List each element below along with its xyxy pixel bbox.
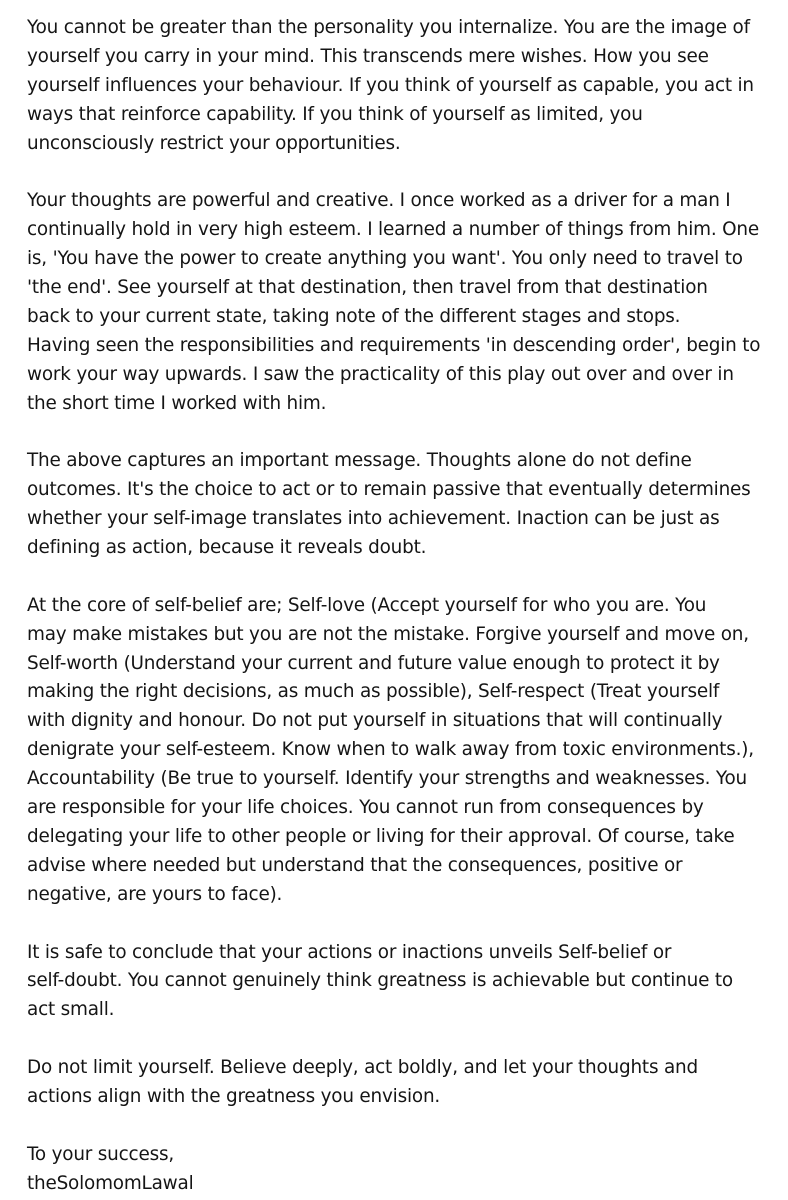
text-line: the short time I worked with him.: [27, 392, 327, 414]
text-line: is, 'You have the power to create anything you want'. You only need to travel to: [27, 248, 743, 270]
document-body: [27, 14, 775, 1199]
paragraph-5: [27, 939, 775, 1026]
text-line: self-doubt. You cannot genuinely think greatness is achievable but continue to: [27, 970, 733, 992]
text-line: making the right decisions, as much as possible), Self-respect (Treat yourself: [27, 681, 720, 703]
text-line: yourself you carry in your mind. This transcends mere wishes. How you see: [27, 45, 709, 67]
text-line: actions align with the greatness you envision.: [27, 1085, 441, 1107]
text-line: The above captures an important message. Thoughts alone do not define: [27, 450, 692, 472]
text-line: work your way upwards. I saw the practicality of this play out over and over in: [27, 363, 734, 385]
text-line: with dignity and honour. Do not put yourself in situations that will continually: [27, 710, 723, 732]
text-line: negative, are yours to face).: [27, 883, 283, 905]
text-line: Accountability (Be true to yourself. Identify your strengths and weaknesses. You: [27, 768, 747, 790]
text-line: are responsible for your life choices. You cannot run from consequences by: [27, 797, 704, 819]
text-line: Do not limit yourself. Believe deeply, act boldly, and let your thoughts and: [27, 1057, 698, 1079]
text-line: Self-worth (Understand your current and future value enough to protect it by: [27, 652, 720, 674]
text-line: delegating your life to other people or living for their approval. Of course, take: [27, 825, 735, 847]
text-line: may make mistakes but you are not the mistake. Forgive yourself and move on,: [27, 623, 749, 645]
text-line: ways that reinforce capability. If you think of yourself as limited, you: [27, 103, 643, 125]
text-line: At the core of self-belief are; Self-love (Accept yourself for who you are. You: [27, 594, 707, 616]
text-line: Having seen the responsibilities and requirements 'in descending order', begin to: [27, 334, 761, 356]
text-line: Your thoughts are powerful and creative. I once worked as a driver for a man I: [27, 190, 731, 212]
author-name: theSolomomLawal: [27, 1172, 194, 1194]
text-line: yourself influences your behaviour. If you think of yourself as capable, you act in: [27, 74, 754, 96]
paragraph-4: [27, 592, 775, 910]
text-line: continually hold in very high esteem. I learned a number of things from him. One: [27, 219, 759, 241]
text-line: outcomes. It's the choice to act or to remain passive that eventually determines: [27, 479, 751, 501]
text-line: advise where needed but understand that the consequences, positive or: [27, 854, 683, 876]
text-line: It is safe to conclude that your actions or inactions unveils Self-belief or: [27, 941, 672, 963]
text-line: back to your current state, taking note of the different stages and stops.: [27, 305, 681, 327]
text-line: You cannot be greater than the personality you internalize. You are the image of: [27, 17, 750, 38]
signoff: [27, 1141, 775, 1199]
paragraph-2: [27, 187, 775, 418]
text-line: whether your self-image translates into achievement. Inaction can be just as: [27, 508, 720, 530]
paragraph-1: [27, 14, 775, 158]
text-line: defining as action, because it reveals doubt.: [27, 537, 427, 559]
paragraph-6: [27, 1054, 775, 1112]
paragraph-3: [27, 447, 775, 563]
closing-line: To your success,: [27, 1143, 174, 1165]
text-line: 'the end'. See yourself at that destination, then travel from that destination: [27, 277, 708, 299]
text-line: unconsciously restrict your opportunities.: [27, 132, 401, 154]
text-line: denigrate your self-esteem. Know when to walk away from toxic environments.),: [27, 739, 754, 761]
text-line: act small.: [27, 999, 115, 1021]
